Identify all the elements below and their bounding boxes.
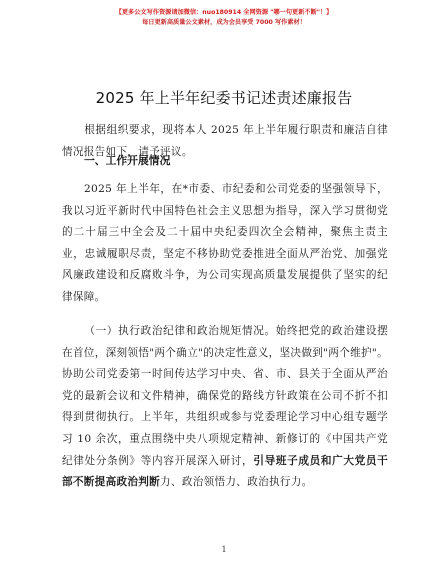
promo-banner bbox=[0, 8, 448, 28]
section-paragraph-2 bbox=[62, 321, 388, 494]
section-heading-text: 一、工作开展情况 bbox=[84, 154, 171, 167]
section-paragraph-2-tail: 力、政治领悟力、政治执行力。 bbox=[160, 476, 313, 489]
section-paragraph-1 bbox=[62, 179, 388, 309]
section-paragraph-1-text: 2025 年上半年，在*市委、市纪委和公司党委的坚强领导下，我以习近平新时代中国特色社会主义思想为指导，深入学习贯彻党的二十届三中全会及二十届中央纪委四次全会精神，聚焦主责主业，忠诚履职尽责，坚定不移协助党委推进全面从严治党、加强党风廉政建设和反腐败斗争，为公司实现高质量发展提供了坚实的纪律保障。 bbox=[62, 183, 388, 303]
page-number: 1 bbox=[221, 545, 227, 554]
section-heading bbox=[62, 151, 388, 171]
intro-text: 根据组织要求，现将本人 2025 年上半年履行职责和廉洁自律情况报告如下，请予评议。 bbox=[62, 124, 388, 158]
promo-banner-line-2: 每日更新高质量公文素材，成为会员享受 7000 写作素材！ bbox=[142, 19, 306, 26]
promo-banner-line-1: 【更多公文写作资源请加微信：nuo180914 全网资源 "哪一句更新不断"！】 bbox=[115, 9, 333, 16]
section-paragraph-2-text: （一）执行政治纪律和政治规矩情况。始终把党的政治建设摆在首位，深刻领悟"两个确立"的决定性意义，坚决做到"两个维护"。协助公司党委第一时间传达学习中央、省、市、县关于全面从严治党的最新会议和文件精神，确保党的路线方针政策在公司不折不扣得到贯彻执行。上半年，共组织或参与党委理论学习中心组专题学习 10 余次，重点围绕中央八项规定精神、新修订的《中国共产党纪律处分条例》等内容开展深入研讨， bbox=[62, 325, 388, 467]
section-paragraph-2-bold-text: 引导班子成员和广大党员干部不断提高政治判断 bbox=[62, 454, 388, 489]
document-title: 2025 年上半年纪委书记述责述廉报告 bbox=[95, 89, 353, 107]
